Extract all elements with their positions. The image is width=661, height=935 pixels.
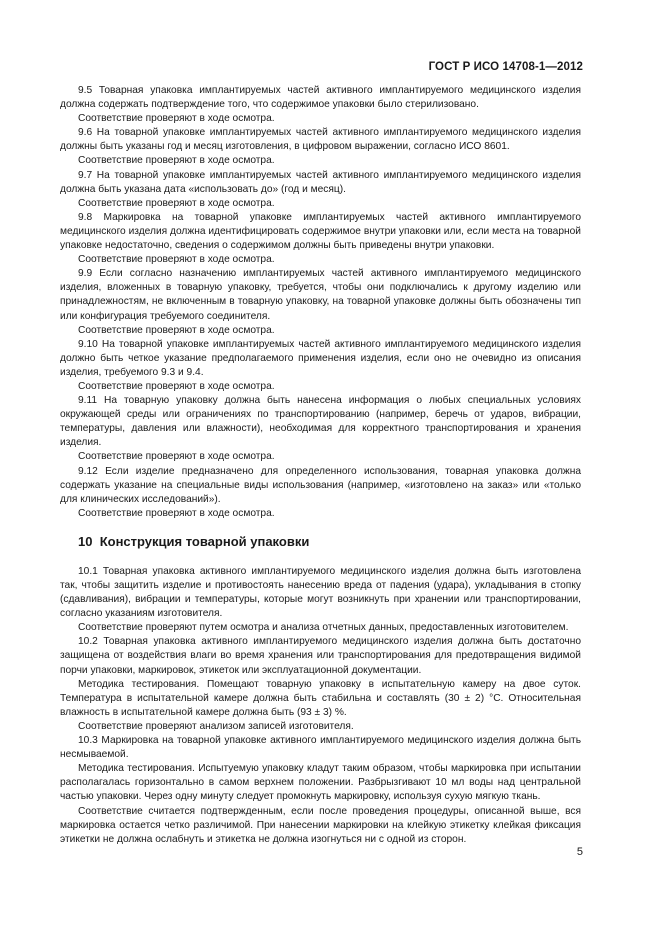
paragraph: 10.1 Товарная упаковка активного имплантируемого медицинского изделия должна быть изготовлена так, чтобы защитить изделие и противостоять нанесению вреда от падения (удара), укладывания в стопку (сдавливания), вибрации и температуры, которые могут возникнуть при хранении или транспортировании, согласно указаниям изготовителя.	[60, 565, 581, 620]
paragraph: 9.9 Если согласно назначению имплантируемых частей активного имплантируемого медицинского изделия, вложенных в товарную упаковку, требуется, чтобы они подключались к другому изделию или принадлежностям, не включенным в товарную упаковку, на товарной упаковке должны быть обозначены тип или конфигурация требуемого соединителя.	[60, 268, 581, 322]
section-number: 10	[78, 533, 93, 549]
paragraph: 9.11 На товарную упаковку должна быть нанесена информация о любых специальных условиях окружающей среды или ограничениях по транспортированию (например, беречь от ударов, вибрации, температуры, давления или влажности), необходимая для корректного транспортирования и хранения изделия.	[60, 395, 581, 449]
paragraph: Методика тестирования. Испытуемую упаковку кладут таким образом, чтобы маркировка при испытании располагалась горизонтально в самом верхнем положении. Разбрызгивают 10 мл воды над центральной частью упаковки. Через одну минуту следует промокнуть маркировку, используя сухую мягкую ткань.	[60, 763, 581, 803]
paragraph: 9.8 Маркировка на товарной упаковке имплантируемых частей активного имплантируемого медицинского изделия должна идентифицировать содержимое внутри упаковки или, если места на товарной упаковке недостаточно, сведения о содержимом должны быть приведены внутри упаковки.	[60, 211, 581, 252]
paragraph: 9.5 Товарная упаковка имплантируемых частей активного имплантируемого медицинского изделия должна содержать подтверждение того, что содержимое упаковки было стерилизовано.	[60, 85, 581, 111]
paragraph: 9.7 На товарной упаковке имплантируемых частей активного имплантируемого медицинского изделия должна быть указана дата «использовать до» (год и месяц).	[60, 169, 581, 195]
paragraph: Соответствие проверяют в ходе осмотра.	[78, 197, 275, 209]
paragraph: Соответствие проверяют в ходе осмотра.	[78, 254, 275, 266]
section-title-text: Конструкция товарной упаковки	[99, 533, 310, 549]
paragraph: Соответствие проверяют анализом записей изготовителя.	[78, 720, 354, 732]
paragraph: 10.2 Товарная упаковка активного имплантируемого медицинского изделия должна быть достаточно защищена от воздействия влаги во время хранения или транспортирования для предотвращения видимой порчи упаковки, маркировок, этикеток или эксплуатационной документации.	[60, 636, 581, 676]
paragraph: Соответствие проверяют путем осмотра и анализа отчетных данных, предоставленных изготовителем.	[78, 622, 569, 634]
document-body	[60, 84, 581, 847]
document-code-header: ГОСТ Р ИСО 14708-1—2012	[428, 61, 583, 73]
paragraph: 9.12 Если изделие предназначено для определенного использования, товарная упаковка должна содержать указание на специальные виды использования (например, «изготовлено на заказ» или «только для клинических исследований»).	[60, 465, 581, 505]
paragraph: Соответствие проверяют в ходе осмотра.	[78, 155, 275, 167]
paragraph: Методика тестирования. Помещают товарную упаковку в испытательную камеру на двое суток. Температура в испытательной камере должна быть стабильна и составлять (30 ± 2) °С. Относительная влажность в испытательной камере должна быть (93 ± 3) %.	[60, 678, 581, 718]
paragraph: 9.10 На товарной упаковке имплантируемых частей активного имплантируемого медицинского изделия должно быть четкое указание предполагаемого применения изделия, если оно не очевидно из описания изделия, требуемого 9.3 и 9.4.	[60, 338, 581, 378]
section-heading	[60, 534, 581, 550]
paragraph: Соответствие проверяют в ходе осмотра.	[78, 507, 275, 519]
paragraph: Соответствие проверяют в ходе осмотра.	[78, 113, 275, 125]
paragraph: 9.6 На товарной упаковке имплантируемых частей активного имплантируемого медицинского изделия должны быть указаны год и месяц изготовления, в цифровом выражении, согласно ИСО 8601.	[60, 127, 581, 153]
page-number: 5	[576, 846, 583, 858]
paragraph: 10.3 Маркировка на товарной упаковке активного имплантируемого медицинского изделия должна быть несмываемой.	[60, 735, 581, 761]
paragraph: Соответствие проверяют в ходе осмотра.	[78, 451, 275, 463]
paragraph: Соответствие проверяют в ходе осмотра.	[78, 380, 275, 392]
paragraph: Соответствие считается подтвержденным, если после проведения процедуры, описанной выше, вся маркировка остается четко различимой. При нанесении маркировки на клейкую этикетку клейкая фиксация этикетки не должна ослабнуть и этикетка не должна изогнуться ни с одной из сторон.	[60, 805, 581, 845]
paragraph: Соответствие проверяют в ходе осмотра.	[78, 324, 275, 336]
